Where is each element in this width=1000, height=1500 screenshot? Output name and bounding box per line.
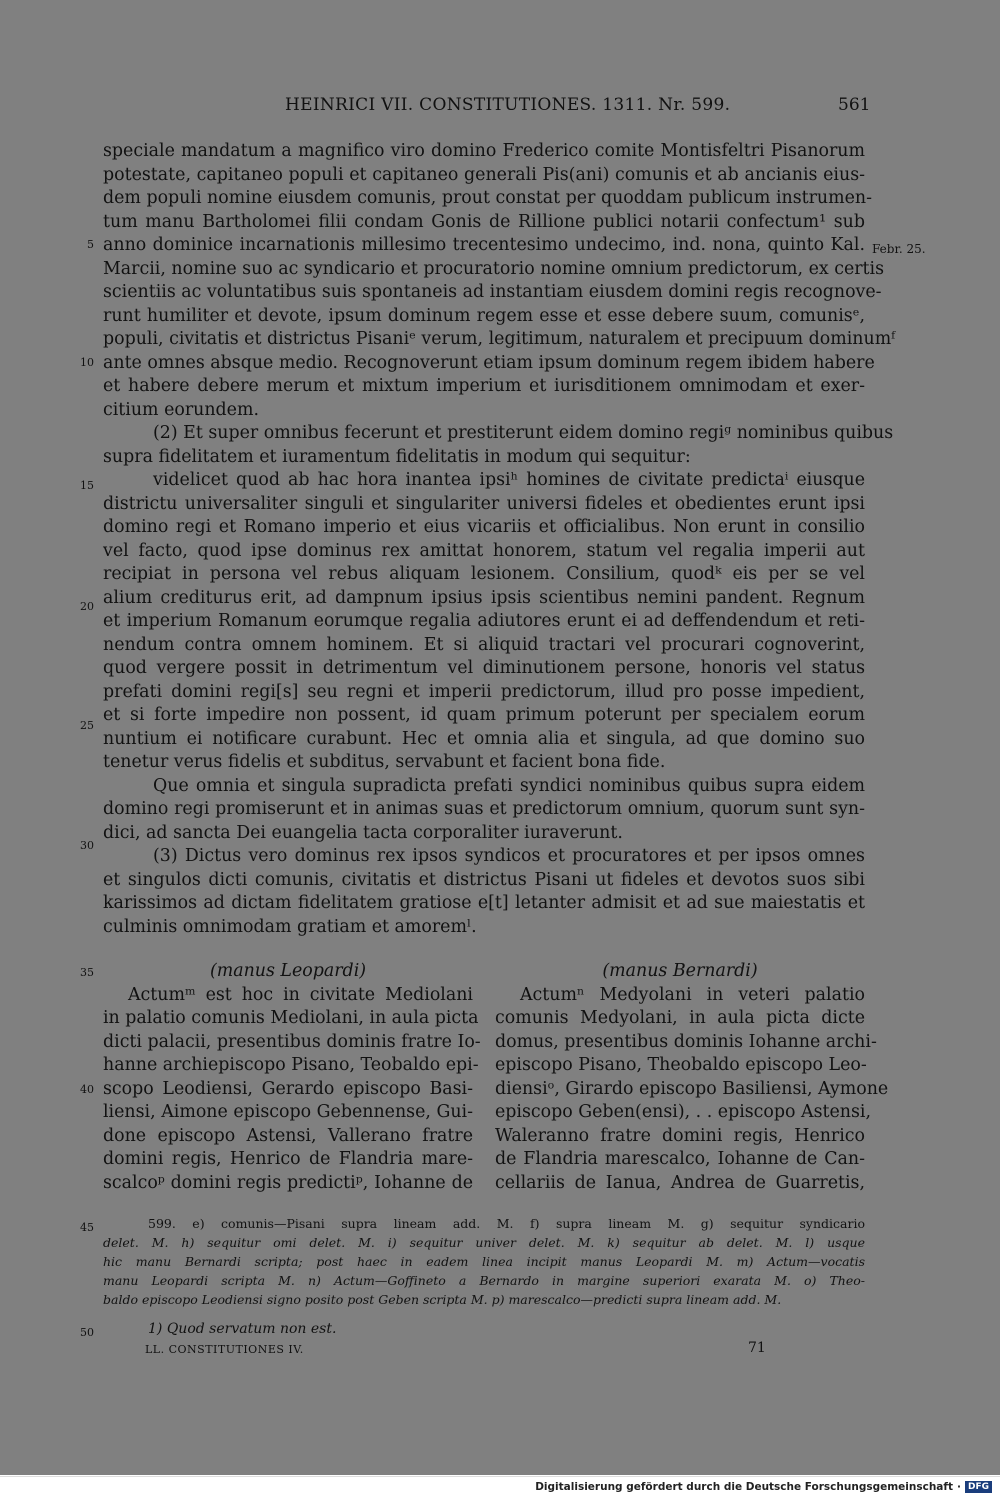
line-number: 30 bbox=[80, 839, 94, 852]
text-line: potestate, capitaneo populi et capitaneo generali Pis(ani) comunis et ab ancianis eius- bbox=[103, 164, 865, 185]
text-line: tum manu Bartholomei filii condam Gonis de Rillione publici notarii confectum¹ sub bbox=[103, 211, 865, 232]
oath-line: alium crediturus erit, ad dampnum ipsius ipsis scientibus nemini pandent. Regnum bbox=[103, 587, 865, 608]
column-line: in palatio comunis Mediolani, in aula picta bbox=[103, 1008, 479, 1028]
oath-line: quod vergere possit in detrimentum vel diminutionem persone, honoris vel status bbox=[103, 658, 865, 678]
column-heading: (manus Bernardi) bbox=[602, 961, 758, 981]
column-line: scalcoᵖ domini regis predictiᵖ, Iohanne de bbox=[103, 1172, 473, 1193]
column-heading: (manus Leopardi) bbox=[209, 961, 367, 981]
main-text bbox=[103, 140, 896, 939]
line-number: 40 bbox=[80, 1083, 94, 1096]
note-line: baldo episcopo Leodiensi signo posito post Geben scripta M. p) marescalco—predicti supra lineam add. M. bbox=[103, 1292, 782, 1307]
apparatus-notes bbox=[103, 1214, 865, 1309]
column-line: done episcopo Astensi, Vallerano fratre bbox=[103, 1125, 473, 1146]
text-line: et singulos dicti comunis, civitatis et districtus Pisani ut fideles et devotos suos sibi bbox=[103, 869, 865, 890]
divider bbox=[0, 1476, 1000, 1477]
text-line: dem populi nomine eiusdem comunis, prout constat per quoddam publicum instrumen- bbox=[103, 188, 872, 208]
column-line: Actumⁿ Medyolani in veteri palatio bbox=[520, 984, 865, 1005]
column-line: diensiᵒ, Girardo episcopo Basiliensi, Aymone bbox=[495, 1078, 889, 1099]
oath-line: et imperium Romanum eorumque regalia adiutores erunt ei ad deffendendum et reti- bbox=[103, 611, 865, 631]
column-line: domus, presentibus dominis Iohanne archi- bbox=[495, 1031, 877, 1052]
oath-line: nuntium ei notificare curabunt. Hec et omnia alia et singula, ad que domino suo bbox=[103, 728, 865, 749]
running-header: HEINRICI VII. CONSTITUTIONES. 1311. Nr. 599. bbox=[285, 95, 731, 115]
footer-series: LL. CONSTITUTIONES IV. bbox=[145, 1343, 304, 1356]
column-line: hanne archiepiscopo Pisano, Teobaldo epi- bbox=[103, 1055, 479, 1075]
note-line: hic manu Bernardi scripta; post haec in eadem linea incipit manus Leopardi M. m) Actum—vocatis bbox=[103, 1254, 865, 1269]
dfg-credit-text: Digitalisierung gefördert durch die Deutsche Forschungsgemeinschaft bbox=[535, 1481, 953, 1493]
oath-line: tenetur verus fidelis et subditus, servabunt et facient bona fide. bbox=[103, 752, 666, 772]
dfg-credit bbox=[535, 1481, 992, 1493]
note-line: delet. M. h) sequitur omi delet. M. i) sequitur univer delet. M. k) sequitur ab delet. M. l) usque bbox=[103, 1235, 865, 1250]
line-number: 15 bbox=[80, 479, 94, 492]
column-line: liensi, Aimone episcopo Gebennense, Gui- bbox=[103, 1102, 473, 1122]
text-line: (3) Dictus vero dominus rex ipsos syndicos et procuratores et per ipsos omnes bbox=[153, 846, 865, 866]
text-line: (2) Et super omnibus fecerunt et prestiterunt eidem domino regiᵍ nominibus quibus bbox=[153, 423, 894, 443]
text-line: et habere debere merum et mixtum imperium et iurisditionem omnimodam et exer- bbox=[103, 376, 865, 396]
line-number: 35 bbox=[80, 966, 94, 979]
line-number: 25 bbox=[80, 719, 94, 732]
line-number: 10 bbox=[80, 356, 94, 369]
text-line: ante omnes absque medio. Recognoverunt etiam ipsum dominum regem ibidem habere bbox=[103, 352, 875, 373]
note-line: manu Leopardi scripta M. n) Actum—Goffineto a Bernardo in margine superiori exarata M. o) Theo- bbox=[103, 1273, 865, 1288]
column-leopardi bbox=[103, 960, 481, 1195]
footer-signature: 71 bbox=[748, 1340, 766, 1356]
oath-line: recipiat in persona vel rebus aliquam lesionem. Consilium, quodᵏ eis per se vel bbox=[103, 564, 865, 584]
column-line: episcopo Pisano, Theobaldo episcopo Leo- bbox=[495, 1055, 867, 1075]
text-line: dici, ad sancta Dei euangelia tacta corporaliter iuraverunt. bbox=[103, 822, 623, 843]
oath-line: videlicet quod ab hac hora inantea ipsiʰ homines de civitate predictaⁱ eiusque bbox=[153, 470, 865, 490]
column-line: de Flandria marescalco, Iohanne de Can- bbox=[495, 1149, 865, 1169]
text-line: populi, civitatis et districtus Pisaniᵉ verum, legitimum, naturalem et precipuum dominumᶠ bbox=[103, 329, 896, 349]
text-line: culminis omnimodam gratiam et amoremˡ. bbox=[103, 916, 477, 937]
margin-date: Febr. 25. bbox=[872, 242, 926, 256]
text-line: domino regi promiserunt et in animas suas et predictorum omnium, quorum sunt syn- bbox=[103, 799, 865, 819]
column-line: Actumᵐ est hoc in civitate Mediolani bbox=[128, 984, 473, 1005]
column-line: domini regis, Henrico de Flandria mare- bbox=[103, 1149, 473, 1169]
column-line: dicti palacii, presentibus dominis fratre Io- bbox=[103, 1031, 481, 1052]
oath-line: domino regi et Romano imperio et eius vicariis et officialibus. Non erunt in consilio bbox=[103, 517, 865, 537]
page-number: 561 bbox=[838, 95, 871, 115]
column-line: episcopo Geben(ensi), . . episcopo Astensi, bbox=[495, 1102, 872, 1122]
oath-line: prefati domini regi[s] seu regni et imperii predictorum, illud pro posse impedient, bbox=[103, 681, 865, 702]
line-number: 5 bbox=[87, 238, 94, 251]
text-line: Que omnia et singula supradicta prefati syndici nominibus quibus supra eidem bbox=[153, 775, 865, 796]
column-bernardi bbox=[495, 960, 889, 1195]
text-line: speciale mandatum a magnifico viro domino Frederico comite Montisfeltri Pisanorum bbox=[103, 141, 865, 161]
oath-line: vel facto, quod ipse dominus rex amittat honorem, statum vel regalia imperii aut bbox=[103, 540, 865, 561]
dfg-credit-sep: · bbox=[956, 1481, 961, 1493]
text-line: runt humiliter et devote, ipsum dominum regem esse et esse debere suum, comunisᵉ, bbox=[103, 305, 865, 326]
text-line: citium eorundem. bbox=[103, 399, 259, 420]
text-line: anno dominice incarnationis millesimo trecentesimo undecimo, ind. nona, quinto Kal. bbox=[103, 235, 865, 255]
text-line: scientiis ac voluntatibus suis spontaneis ad instantiam eiusdem domini regis recognove- bbox=[103, 282, 882, 302]
footnote: 1) Quod servatum non est. bbox=[148, 1321, 337, 1337]
column-line: comunis Medyolani, in aula picta dicte bbox=[495, 1008, 865, 1028]
note-line: 599. e) comunis—Pisani supra lineam add. M. f) supra lineam M. g) sequitur syndicario bbox=[148, 1216, 865, 1231]
text-line: karissimos ad dictam fidelitatem gratiose e[t] letanter admisit et ad sue maiestatis et bbox=[103, 893, 865, 913]
column-line: Waleranno fratre domini regis, Henrico bbox=[495, 1125, 865, 1146]
line-number: 50 bbox=[80, 1326, 94, 1339]
column-line: scopo Leodiensi, Gerardo episcopo Basi- bbox=[103, 1078, 473, 1099]
text-line: Marcii, nomine suo ac syndicario et procuratorio nomine omnium predictorum, ex certis bbox=[103, 258, 885, 279]
oath-line: et si forte impedire non possent, id quam primum poterunt per specialem eorum bbox=[103, 705, 865, 725]
dfg-logo-icon: DFG bbox=[965, 1481, 992, 1493]
column-line: cellariis de Ianua, Andrea de Guarretis, bbox=[495, 1172, 865, 1193]
oath-line: nendum contra omnem hominem. Et si aliquid tractari vel procurari cognoverint, bbox=[103, 634, 865, 655]
text-line: supra fidelitatem et iuramentum fidelitatis in modum qui sequitur: bbox=[103, 446, 691, 467]
line-number: 45 bbox=[80, 1221, 94, 1234]
line-number: 20 bbox=[80, 600, 94, 613]
oath-line: districtu universaliter singuli et singulariter universi fideles et obedientes erunt ipsi bbox=[103, 493, 865, 514]
